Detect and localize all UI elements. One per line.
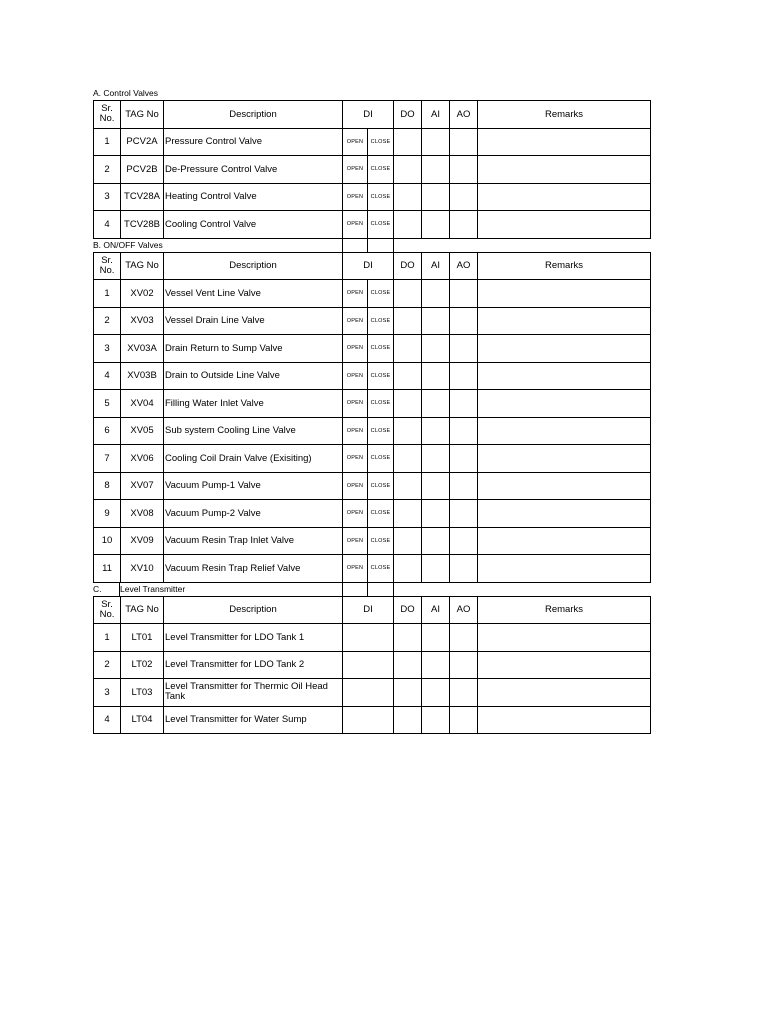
remarks-cell [478, 362, 651, 390]
tag-no-cell: PCV2B [121, 156, 164, 184]
di-close-cell: CLOSE [368, 390, 394, 418]
do-cell [394, 500, 422, 528]
tag-no-cell: LT02 [121, 651, 164, 679]
table-header-row [94, 596, 651, 624]
description-cell: Cooling Coil Drain Valve (Exisiting) [164, 445, 343, 473]
table-row [94, 472, 651, 500]
description-cell: De-Pressure Control Valve [164, 156, 343, 184]
tag-no-cell: XV08 [121, 500, 164, 528]
table-row [94, 128, 651, 156]
do-cell [394, 679, 422, 707]
ai-cell [422, 679, 450, 707]
di-close-cell: CLOSE [368, 417, 394, 445]
divider [342, 583, 343, 596]
remarks-cell [478, 445, 651, 473]
di-close-cell: CLOSE [368, 183, 394, 211]
sr-no-cell: 4 [94, 706, 121, 734]
do-cell [394, 390, 422, 418]
sr-no-cell: 8 [94, 472, 121, 500]
ao-cell [450, 706, 478, 734]
description-cell: Sub system Cooling Line Valve [164, 417, 343, 445]
tag-no-cell: XV03A [121, 335, 164, 363]
table-row [94, 156, 651, 184]
sr-no-cell: 9 [94, 500, 121, 528]
sr-no-cell: 2 [94, 156, 121, 184]
description-cell: Cooling Control Valve [164, 211, 343, 239]
tag-no-cell: XV04 [121, 390, 164, 418]
ai-cell [422, 472, 450, 500]
ai-cell [422, 500, 450, 528]
do-cell [394, 128, 422, 156]
remarks-cell [478, 390, 651, 418]
di-close-cell: CLOSE [368, 335, 394, 363]
tag-no-cell: XV03B [121, 362, 164, 390]
di-open-cell: OPEN [343, 362, 368, 390]
table-header-row [94, 101, 651, 129]
ai-cell [422, 624, 450, 652]
table-row [94, 500, 651, 528]
ai-cell [422, 417, 450, 445]
ao-cell [450, 280, 478, 308]
do-cell [394, 307, 422, 335]
description-cell [164, 679, 343, 707]
table-row [94, 445, 651, 473]
ai-cell [422, 211, 450, 239]
di-open-cell: OPEN [343, 280, 368, 308]
tag-no-cell: LT04 [121, 706, 164, 734]
sr-no-cell: 7 [94, 445, 121, 473]
header-do: DO [394, 596, 422, 624]
di-open-cell: OPEN [343, 307, 368, 335]
header-do: DO [394, 101, 422, 129]
divider [367, 239, 368, 252]
description-cell: Level Transmitter for Water Sump [164, 706, 343, 734]
description-cell: Vacuum Resin Trap Relief Valve [164, 555, 343, 583]
di-open-cell: OPEN [343, 417, 368, 445]
header-ao: AO [450, 252, 478, 280]
di-close-cell: CLOSE [368, 156, 394, 184]
header-ai: AI [422, 252, 450, 280]
do-cell [394, 445, 422, 473]
di-close-cell: CLOSE [368, 128, 394, 156]
sr-no-cell: 1 [94, 624, 121, 652]
remarks-cell [478, 128, 651, 156]
description-cell: Vacuum Resin Trap Inlet Valve [164, 527, 343, 555]
ai-cell [422, 445, 450, 473]
on-off-valves-table [93, 252, 651, 583]
remarks-cell [478, 500, 651, 528]
ao-cell [450, 417, 478, 445]
level-transmitter-table [93, 596, 651, 735]
ao-cell [450, 651, 478, 679]
sr-no-cell: 11 [94, 555, 121, 583]
ao-cell [450, 390, 478, 418]
ai-cell [422, 156, 450, 184]
tag-no-cell: XV02 [121, 280, 164, 308]
remarks-cell [478, 417, 651, 445]
sr-no-cell: 3 [94, 679, 121, 707]
sr-no-cell: 10 [94, 527, 121, 555]
description-cell: Filling Water Inlet Valve [164, 390, 343, 418]
section-a-title: A. Control Valves [93, 88, 159, 98]
di-open-cell: OPEN [343, 472, 368, 500]
section-b-title-row [93, 239, 650, 252]
sr-no-cell: 4 [94, 362, 121, 390]
header-tag-no: TAG No [121, 101, 164, 129]
ao-cell [450, 679, 478, 707]
remarks-cell [478, 624, 651, 652]
ao-cell [450, 445, 478, 473]
section-b-title: B. ON/OFF Valves [93, 239, 163, 250]
ao-cell [450, 555, 478, 583]
ao-cell [450, 183, 478, 211]
ao-cell [450, 362, 478, 390]
divider [342, 239, 343, 252]
ai-cell [422, 706, 450, 734]
header-tag-no: TAG No [121, 252, 164, 280]
ao-cell [450, 500, 478, 528]
remarks-cell [478, 679, 651, 707]
do-cell [394, 706, 422, 734]
do-cell [394, 555, 422, 583]
di-open-cell: OPEN [343, 156, 368, 184]
header-description: Description [164, 252, 343, 280]
do-cell [394, 280, 422, 308]
tag-no-cell: XV05 [121, 417, 164, 445]
header-sr-no: Sr. No. [94, 252, 121, 280]
divider [367, 583, 368, 596]
di-open-cell: OPEN [343, 211, 368, 239]
description-cell: Level Transmitter for LDO Tank 1 [164, 624, 343, 652]
remarks-cell [478, 527, 651, 555]
table-row [94, 362, 651, 390]
header-tag-no: TAG No [121, 596, 164, 624]
ao-cell [450, 335, 478, 363]
do-cell [394, 651, 422, 679]
description-cell: Drain Return to Sump Valve [164, 335, 343, 363]
ao-cell [450, 472, 478, 500]
ai-cell [422, 651, 450, 679]
remarks-cell [478, 156, 651, 184]
description-cell: Drain to Outside Line Valve [164, 362, 343, 390]
control-valves-table [93, 100, 651, 239]
do-cell [394, 624, 422, 652]
di-close-cell: CLOSE [368, 307, 394, 335]
di-open-cell: OPEN [343, 390, 368, 418]
section-c-title: Level Transmitter [120, 583, 186, 594]
di-open-cell: OPEN [343, 128, 368, 156]
header-ai: AI [422, 596, 450, 624]
header-di: DI [343, 596, 394, 624]
sr-no-cell: 1 [94, 128, 121, 156]
tag-no-cell: LT01 [121, 624, 164, 652]
header-di: DI [343, 252, 394, 280]
do-cell [394, 362, 422, 390]
divider [393, 583, 394, 596]
di-close-cell: CLOSE [368, 472, 394, 500]
table-row [94, 651, 651, 679]
description-cell: Heating Control Valve [164, 183, 343, 211]
remarks-cell [478, 706, 651, 734]
di-open-cell: OPEN [343, 335, 368, 363]
header-sr-no: Sr. No. [94, 596, 121, 624]
remarks-cell [478, 555, 651, 583]
tag-no-cell: PCV2A [121, 128, 164, 156]
description-text: Level Transmitter for Thermic Oil Head Tank [165, 681, 328, 703]
ai-cell [422, 307, 450, 335]
di-close-cell: CLOSE [368, 555, 394, 583]
tag-no-cell: LT03 [121, 679, 164, 707]
table-row [94, 183, 651, 211]
header-ao: AO [450, 596, 478, 624]
ai-cell [422, 362, 450, 390]
table-header-row [94, 252, 651, 280]
sr-no-cell: 3 [94, 183, 121, 211]
di-open-cell: OPEN [343, 183, 368, 211]
di-close-cell: CLOSE [368, 211, 394, 239]
ai-cell [422, 390, 450, 418]
header-sr-no: Sr. No. [94, 101, 121, 129]
do-cell [394, 156, 422, 184]
header-ao: AO [450, 101, 478, 129]
tag-no-cell: TCV28B [121, 211, 164, 239]
table-row [94, 706, 651, 734]
table-row [94, 335, 651, 363]
table-row [94, 211, 651, 239]
description-cell: Pressure Control Valve [164, 128, 343, 156]
di-close-cell: CLOSE [368, 527, 394, 555]
sr-no-cell: 2 [94, 651, 121, 679]
ao-cell [450, 211, 478, 239]
di-cell [343, 706, 394, 734]
di-close-cell: CLOSE [368, 500, 394, 528]
ai-cell [422, 183, 450, 211]
do-cell [394, 211, 422, 239]
di-open-cell: OPEN [343, 500, 368, 528]
header-remarks: Remarks [478, 596, 651, 624]
sr-no-cell: 6 [94, 417, 121, 445]
table-row [94, 417, 651, 445]
remarks-cell [478, 307, 651, 335]
table-row [94, 280, 651, 308]
ao-cell [450, 128, 478, 156]
sr-no-cell: 4 [94, 211, 121, 239]
section-c-prefix: C. [93, 583, 102, 594]
do-cell [394, 472, 422, 500]
di-cell [343, 651, 394, 679]
description-cell: Vessel Vent Line Valve [164, 280, 343, 308]
remarks-cell [478, 183, 651, 211]
remarks-cell [478, 472, 651, 500]
do-cell [394, 183, 422, 211]
remarks-cell [478, 651, 651, 679]
header-do: DO [394, 252, 422, 280]
remarks-cell [478, 280, 651, 308]
di-open-cell: OPEN [343, 555, 368, 583]
header-remarks: Remarks [478, 252, 651, 280]
header-ai: AI [422, 101, 450, 129]
header-description: Description [164, 101, 343, 129]
di-cell [343, 679, 394, 707]
sr-no-cell: 2 [94, 307, 121, 335]
do-cell [394, 335, 422, 363]
ai-cell [422, 335, 450, 363]
table-row [94, 555, 651, 583]
header-description: Description [164, 596, 343, 624]
remarks-cell [478, 335, 651, 363]
description-cell: Level Transmitter for LDO Tank 2 [164, 651, 343, 679]
table-row [94, 527, 651, 555]
ai-cell [422, 527, 450, 555]
tag-no-cell: XV09 [121, 527, 164, 555]
tag-no-cell: XV03 [121, 307, 164, 335]
sr-no-cell: 1 [94, 280, 121, 308]
io-list-sheet [93, 87, 650, 734]
tag-no-cell: TCV28A [121, 183, 164, 211]
divider [393, 239, 394, 252]
sr-no-cell: 3 [94, 335, 121, 363]
do-cell [394, 417, 422, 445]
description-cell: Vacuum Pump-2 Valve [164, 500, 343, 528]
ao-cell [450, 307, 478, 335]
remarks-cell [478, 211, 651, 239]
table-row [94, 679, 651, 707]
di-open-cell: OPEN [343, 527, 368, 555]
ai-cell [422, 128, 450, 156]
description-cell: Vacuum Pump-1 Valve [164, 472, 343, 500]
table-row [94, 390, 651, 418]
sr-no-cell: 5 [94, 390, 121, 418]
di-close-cell: CLOSE [368, 445, 394, 473]
tag-no-cell: XV06 [121, 445, 164, 473]
tag-no-cell: XV07 [121, 472, 164, 500]
di-cell [343, 624, 394, 652]
description-cell: Vessel Drain Line Valve [164, 307, 343, 335]
table-row [94, 307, 651, 335]
section-c-title-row [93, 583, 650, 596]
do-cell [394, 527, 422, 555]
table-row [94, 624, 651, 652]
ai-cell [422, 280, 450, 308]
di-open-cell: OPEN [343, 445, 368, 473]
di-close-cell: CLOSE [368, 280, 394, 308]
ao-cell [450, 527, 478, 555]
di-close-cell: CLOSE [368, 362, 394, 390]
ao-cell [450, 156, 478, 184]
header-remarks: Remarks [478, 101, 651, 129]
tag-no-cell: XV10 [121, 555, 164, 583]
ao-cell [450, 624, 478, 652]
header-di: DI [343, 101, 394, 129]
ai-cell [422, 555, 450, 583]
